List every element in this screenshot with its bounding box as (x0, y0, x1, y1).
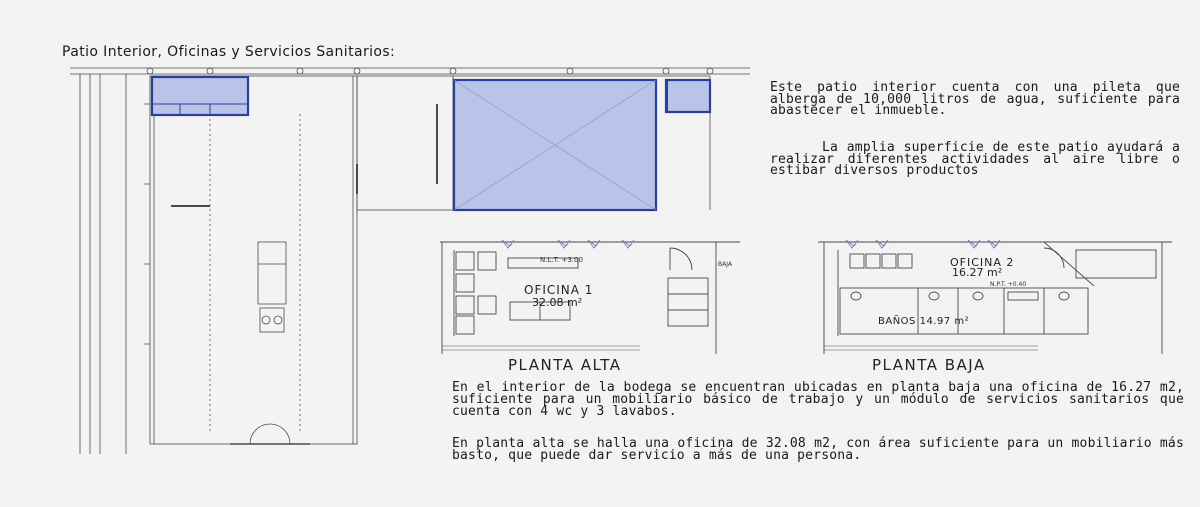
office-highlight (152, 77, 248, 115)
baja-room-label: OFICINA 2 (950, 256, 1015, 269)
alta-area-label: 32.08 m² (532, 296, 583, 309)
planta-alta-plan (440, 236, 740, 356)
baja-level-label: N.P.T. +0.40 (990, 281, 1027, 288)
pileta-highlight (666, 80, 710, 112)
planta-alta-description: En planta alta se halla una oficina de 32.08 m2, con área suficiente para un mobiliario más basto, que puede dar servicio a más de una persona. (452, 436, 1184, 463)
page-title: Patio Interior, Oficinas y Servicios Sanitarios: (62, 44, 396, 60)
alta-note-label: BAJA (718, 261, 732, 268)
baja-area-label: 16.27 m² (952, 266, 1003, 279)
alta-room-label: OFICINA 1 (524, 283, 594, 297)
alta-level-label: N.L.T. +3.00 (540, 256, 583, 264)
bodega-offices-description: En el interior de la bodega se encuentran ubicadas en planta baja una oficina de 16.27 m2, suficiente para un mobiliario básico de trabajo y un módulo de servicios sanitarios que cuenta con 4 wc y 3 lavabos. (452, 380, 1184, 419)
patio-description: Este patio interior cuenta con una pileta que alberga de 10,000 litros de agua, suficiente para abastecer el inmueble. (770, 80, 1180, 118)
planta-alta-caption: PLANTA ALTA (508, 356, 622, 374)
baja-baths-label: BAÑOS 14.97 m² (878, 316, 970, 327)
patio-usage-description: La amplia superficie de este patio ayudará a realizar diferentes actividades al aire libre o estibar diversos productos (770, 140, 1180, 178)
planta-baja-caption: PLANTA BAJA (872, 356, 986, 374)
planta-baja-plan (818, 236, 1172, 356)
